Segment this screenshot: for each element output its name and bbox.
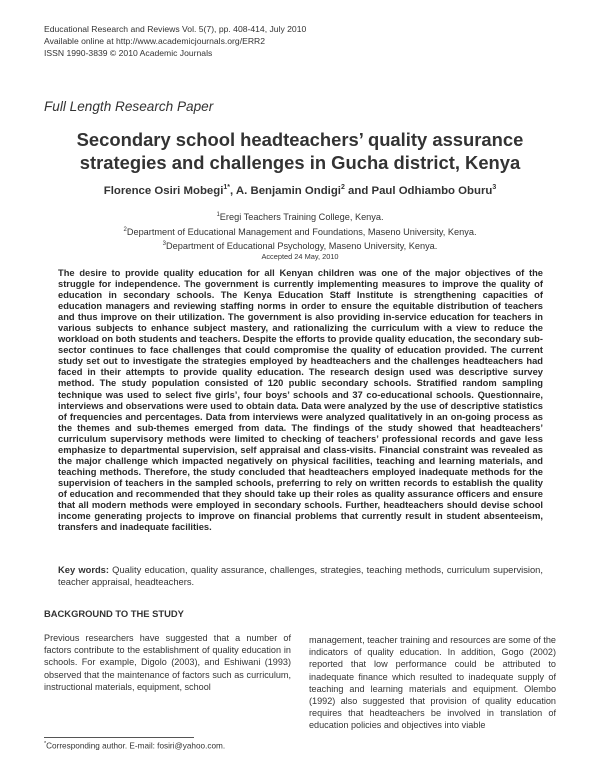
author-list [44, 184, 556, 197]
journal-header [44, 23, 306, 60]
body-column-right: management, teacher training and resources are some of the indicators of quality education. In addition, Gogo (2002) reported that low performance could be attributed to inadequate finance which resulted to inadequate supply of teaching and learning materials and equipment. Olembo (1992) also suggested that provision of quality education requires that headteachers be involved in translation of education policies and objectives into viable [309, 635, 556, 731]
keywords-label: Key words: [58, 565, 109, 575]
title-line-1: Secondary school headteachers’ quality assurance [76, 129, 524, 150]
footnote [44, 741, 225, 751]
affiliation-mark: 3 [162, 241, 166, 248]
author-3-mark: 3 [492, 184, 497, 191]
journal-citation: Educational Research and Reviews Vol. 5(7), pp. 408-414, July 2010 [44, 24, 307, 34]
affiliation-mark: 1 [216, 212, 220, 218]
title-line-2: strategies and challenges in Gucha district, Kenya [79, 152, 521, 173]
author-1-mark: 1* [223, 184, 230, 191]
journal-url: Available online at http://www.academicjournals.org/ERR2 [44, 36, 266, 47]
keywords [58, 565, 543, 588]
author-2: A. Benjamin Ondigi [235, 184, 341, 197]
affiliations [44, 209, 556, 253]
affiliation-text: Department of Educational Management and Foundations, Maseno University, Kenya. [126, 226, 477, 237]
author-2-mark: 2 [340, 184, 345, 191]
author-separator: , [229, 184, 236, 197]
keywords-text: Quality education, quality assurance, challenges, strategies, teaching methods, curriculum supervision, teacher appraisal, headteachers. [58, 565, 543, 587]
affiliation-mark: 2 [123, 226, 127, 233]
author-1: Florence Osiri Mobegi [103, 184, 224, 197]
journal-issn: ISSN 1990-3839 © 2010 Academic Journals [44, 48, 213, 59]
affiliation-text: Eregi Teachers Training College, Kenya. [219, 212, 384, 223]
footnote-mark: * [44, 741, 47, 747]
paper-title [44, 128, 556, 174]
affiliation-text: Department of Educational Psychology, Maseno University, Kenya. [166, 241, 438, 252]
footnote-divider [44, 737, 194, 738]
affiliation-3 [44, 238, 556, 253]
body-column-left: Previous researchers have suggested that a number of factors contribute to the establishment of quality education in schools. For example, Digolo (2003), and Eshiwani (1993) observed that the maintenance of factors such as curriculum, instructional materials, equipment, school [44, 633, 291, 692]
author-3: Paul Odhiambo Oburu [371, 184, 493, 197]
section-heading: BACKGROUND TO THE STUDY [44, 608, 184, 619]
accepted-date: Accepted 24 May, 2010 [261, 252, 339, 261]
author-separator: and [344, 184, 372, 197]
abstract: The desire to provide quality education for all Kenyan children was one of the major objectives of the struggle for independence. The government is currently implementing measures to improve the quality of education in secondary schools. The Kenya Education Staff Institute is strengthening capacities of education managers and reviewing staffing norms in order to ensure the equitable distribution of teachers and thus improve on their utilization. The government is also providing in-service education for teachers in various subjects to enhance subject mastery, and rationalizing the curriculum with a view to reduce the workload on both students and teachers. Despite the efforts to provide quality education, the secondary sub-sector continues to face challenges that could compromise the quality of education provided. The current study set out to investigate the strategies employed by headteachers and the challenges headteachers had faced in their attempts to provide quality education. The research design used was descriptive survey method. The study population consisted of 120 public secondary schools. Stratified random sampling technique was used to select five girls’, four boys’ schools and 37 co-educational schools. Questionnaire, interviews and observations were used to obtain data. Data were analyzed by the use of descriptive statistics of frequencies and percentages. Data from interviews were analyzed qualitatively in an on-going process as the themes and sub-themes emerged from data. The findings of the study showed that headteachers’ curriculum supervisory methods were limited to checking of teachers’ professional records and gave less emphasize to departmental supervision, self appraisal and class-visits. Financial constraint was revealed as the major challenge which impacted negatively on physical facilities, teaching and learning materials, and teaching methods. Therefore, the study concluded that headteachers employed inadequate methods for the supervision of teachers in the sampled schools, preferring to rely on written records to establish the quality of education and recommended that they should take up their roles as quality assurance officers and ensure that all modern methods were employed in secondary schools. Further, headteachers should devise school income generating projects to improve on financial problems that currently result in student absenteeism, transfers and inadequate facilities. [58, 268, 543, 533]
footnote-text: Corresponding author. E-mail: fosiri@yahoo.com. [46, 741, 226, 751]
affiliation-1 [44, 209, 556, 224]
paper-type: Full Length Research Paper [44, 99, 214, 114]
affiliation-2 [44, 224, 556, 239]
